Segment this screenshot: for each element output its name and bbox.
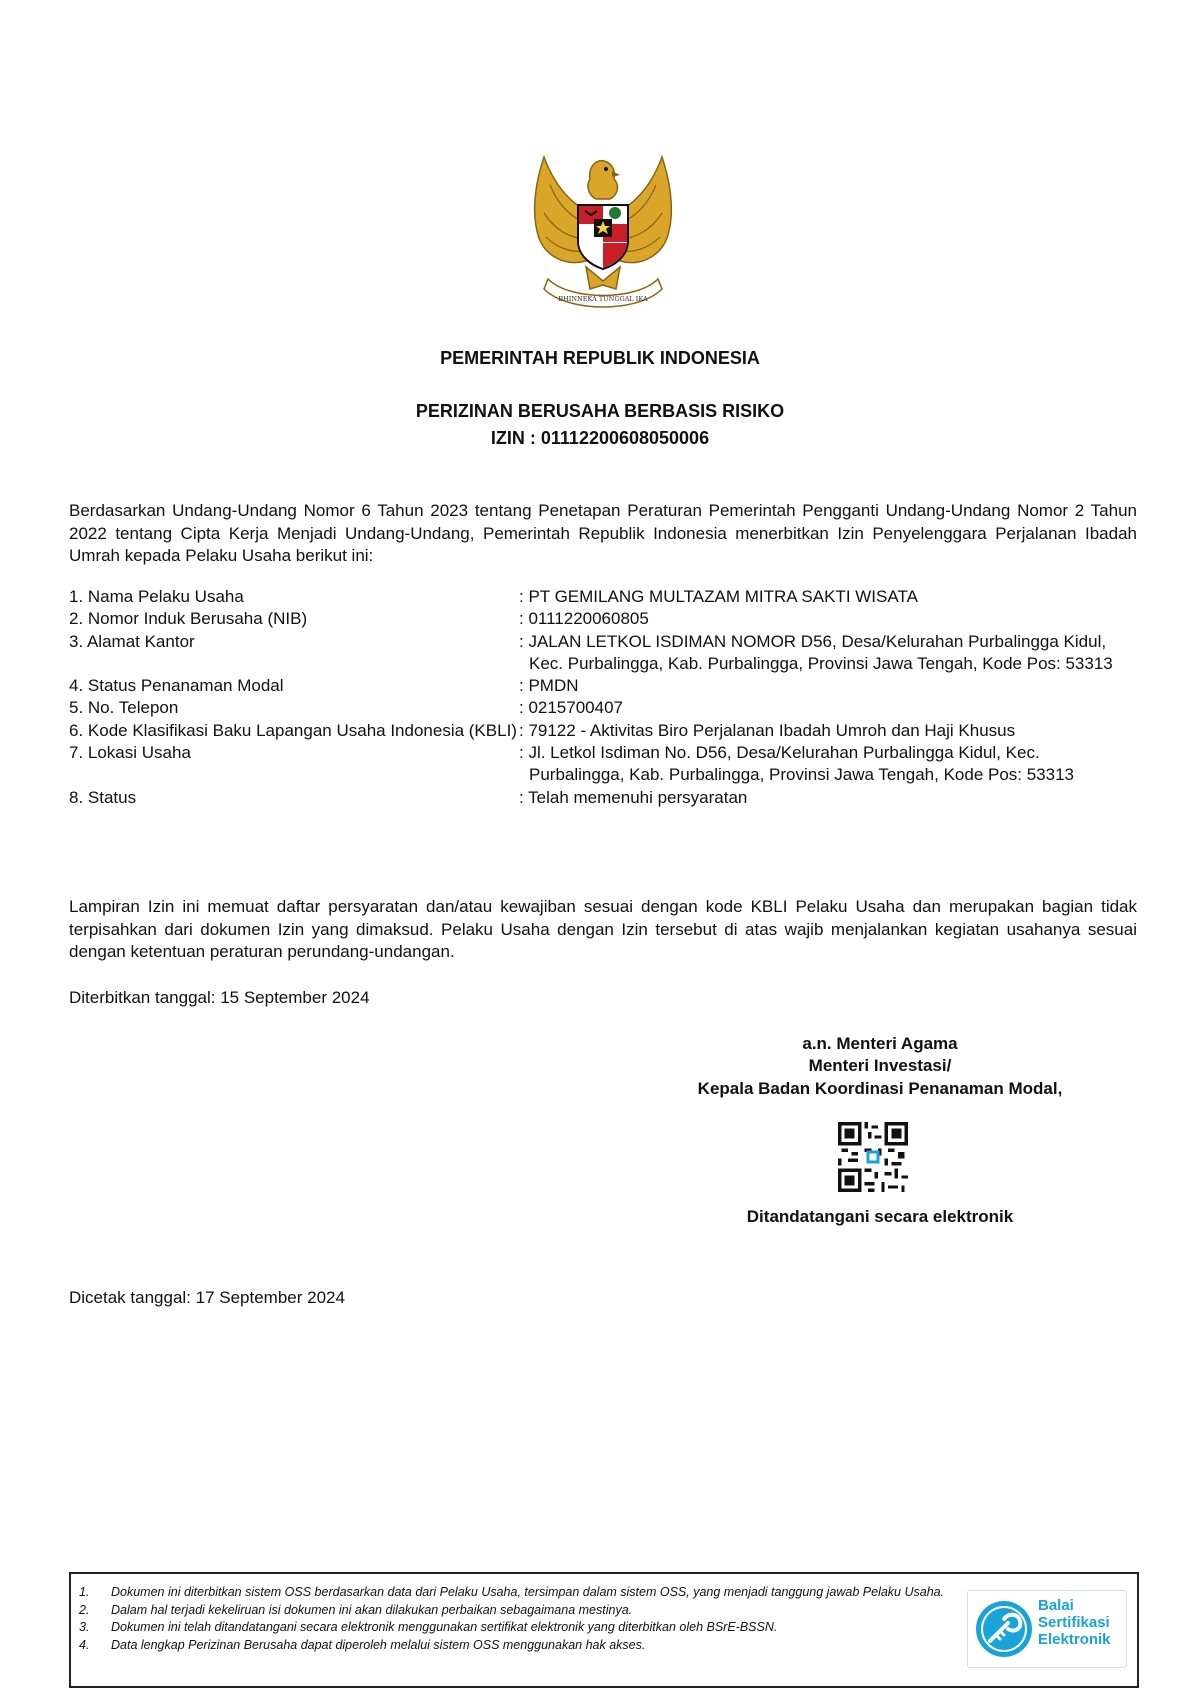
field-value: : PMDN [519, 676, 579, 696]
field-label: 4. Status Penanaman Modal [69, 676, 284, 696]
note-number: 1. [79, 1585, 90, 1599]
field-value: : PT GEMILANG MULTAZAM MITRA SAKTI WISATA [519, 587, 918, 606]
field-business-name [69, 586, 1137, 608]
field-value: : JALAN LETKOL ISDIMAN NOMOR D56, Desa/Kelurahan Purbalingga Kidul, Kec. Purbalingga, Kab. Purbalingga, Provinsi Jawa Tengah, Kode Pos: 53313 [519, 631, 1113, 673]
field-value: : 0111220060805 [519, 609, 649, 629]
printed-date: Dicetak tanggal: 17 September 2024 [69, 1288, 345, 1307]
permit-number: IZIN : 01112200608050006 [490, 428, 710, 448]
note-text: Data lengkap Perizinan Berusaha dapat diperoleh melalui sistem OSS menggunakan hak akses. [111, 1637, 646, 1652]
field-phone [69, 697, 1137, 719]
government-heading: PEMERINTAH REPUBLIK INDONESIA [440, 348, 760, 368]
signed-electronically-note: Ditandatangani secara elektronik [746, 1207, 1014, 1226]
field-business-location [69, 742, 1137, 787]
field-nib [69, 608, 1137, 630]
field-status [69, 787, 1137, 809]
field-label: 2. Nomor Induk Berusaha (NIB) [69, 609, 308, 629]
note-number: 3. [79, 1620, 90, 1634]
field-label: 7. Lokasi Usaha [69, 743, 191, 763]
field-investment-status [69, 675, 1137, 697]
signatory-block [640, 1033, 1120, 1100]
list-item [79, 1602, 959, 1620]
field-value: : 0215700407 [519, 698, 623, 718]
bsre-logo-line: Balai [1038, 1597, 1074, 1614]
attachment-paragraph: Lampiran Izin ini memuat daftar persyaratan dan/atau kewajiban sesuai dengan kode KBLI Pelaku Usaha dan merupakan bagian tidak terpisahkan dari dokumen Izin yang dimaksud. Pelaku Usaha dengan Izin tersebut di atas wajib menjalankan kegiatan usahanya sesuai dengan ketentuan peraturan perundang-undangan. [69, 897, 1137, 961]
footer-notes [79, 1584, 959, 1654]
bsre-logo [967, 1590, 1127, 1668]
note-text: Dokumen ini telah ditandatangani secara elektronik menggunakan sertifikat elektronik yang diterbitkan oleh BSrE-BSSN. [111, 1620, 778, 1634]
footer-notes-box [69, 1572, 1139, 1688]
intro-paragraph: Berdasarkan Undang-Undang Nomor 6 Tahun 2023 tentang Penetapan Peraturan Pemerintah Pengganti Undang-Undang Nomor 2 Tahun 2022 tentang Cipta Kerja Menjadi Undang-Undang, Pemerintah Republik Indonesia menerbitkan Izin Penyelenggara Perjalanan Ibadah Umrah kepada Pelaku Usaha berikut ini: [69, 501, 1137, 565]
field-label: 8. Status [69, 787, 137, 807]
list-item [79, 1584, 959, 1602]
field-label: 3. Alamat Kantor [69, 631, 195, 651]
bsre-logo-line: Elektronik [1038, 1631, 1111, 1648]
bsre-logo-icon [974, 1599, 1034, 1659]
field-label: 6. Kode Klasifikasi Baku Lapangan Usaha Indonesia (KBLI) [69, 720, 517, 740]
signatory-line-2: Menteri Investasi/ [808, 1056, 952, 1076]
signatory-line-3: Kepala Badan Koordinasi Penanaman Modal, [697, 1078, 1063, 1098]
motto-text: BHINNEKA TUNGGAL IKA [558, 295, 648, 303]
bsre-logo-text [1038, 1597, 1111, 1648]
list-item [79, 1637, 959, 1655]
field-value: : Telah memenuhi persyaratan [519, 787, 748, 807]
garuda-emblem-icon [530, 155, 676, 315]
qr-code-icon [838, 1122, 908, 1192]
business-details [69, 586, 1137, 809]
bsre-logo-line: Sertifikasi [1038, 1614, 1110, 1631]
note-number: 2. [79, 1602, 90, 1617]
field-office-address [69, 631, 1137, 676]
field-kbli [69, 720, 1137, 742]
field-value: : 79122 - Aktivitas Biro Perjalanan Ibadah Umroh dan Haji Khusus [519, 720, 1016, 740]
signatory-line-1: a.n. Menteri Agama [802, 1034, 958, 1053]
note-text: Dalam hal terjadi kekeliruan isi dokumen ini akan dilakukan perbaikan sebagaimana mestinya. [111, 1602, 633, 1617]
field-value: : Jl. Letkol Isdiman No. D56, Desa/Kelurahan Purbalingga Kidul, Kec. Purbalingga, Kab. Purbalingga, Provinsi Jawa Tengah, Kode Pos: 53313 [519, 743, 1075, 785]
page-title: PERIZINAN BERUSAHA BERBASIS RISIKO [415, 401, 785, 421]
note-text: Dokumen ini diterbitkan sistem OSS berdasarkan data dari Pelaku Usaha, tersimpan dalam sistem OSS, yang menjadi tanggung jawab Pelaku Usaha. [111, 1585, 945, 1599]
note-number: 4. [79, 1637, 90, 1652]
issued-date: Diterbitkan tanggal: 15 September 2024 [69, 988, 370, 1007]
field-label: 1. Nama Pelaku Usaha [69, 587, 244, 606]
list-item [79, 1619, 959, 1637]
field-label: 5. No. Telepon [69, 698, 179, 718]
